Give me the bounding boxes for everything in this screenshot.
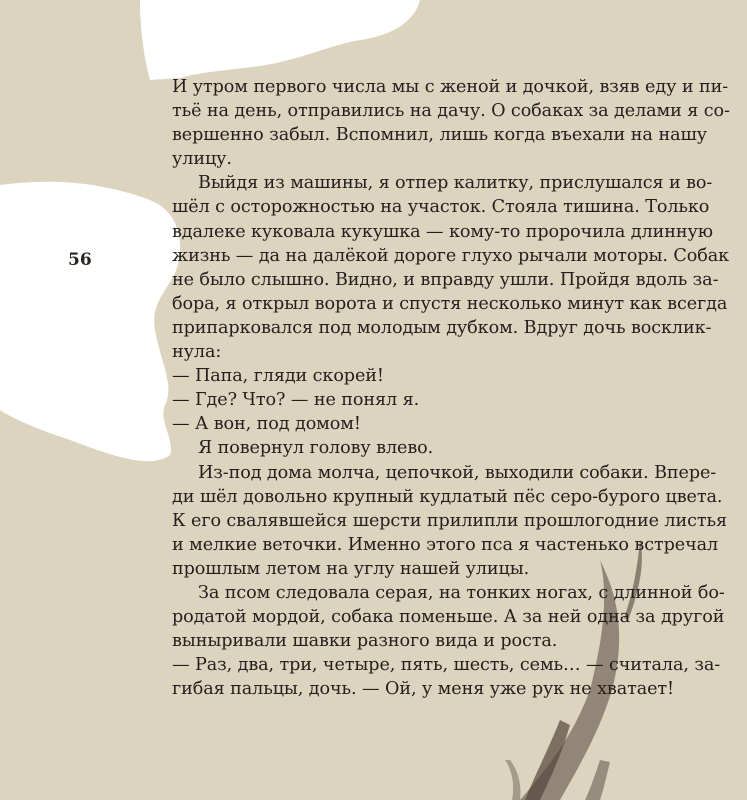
paper-white-top (140, 0, 420, 80)
text-line: — А вон, под домом! (172, 414, 361, 435)
text-line: К его свалявшейся шерсти прилипли прошлогодние листья (172, 510, 727, 531)
text-line: Я повернул голову влево. (198, 438, 434, 459)
text-line: За псом следовала серая, на тонких ногах, с длинной бо- (198, 582, 725, 603)
text-line: — Раз, два, три, четыре, пять, шесть, семь… — считала, за- (172, 655, 721, 676)
page-number: 56 (68, 250, 92, 270)
text-line: прошлым летом на углу нашей улицы. (172, 558, 530, 579)
paper-white-left (0, 182, 180, 461)
text-line: Выйдя из машины, я отпер калитку, прислушался и во- (198, 173, 713, 194)
text-line: — Где? Что? — не понял я. (172, 390, 420, 411)
text-line: нула: (172, 342, 222, 363)
body-text (172, 75, 730, 701)
text-line: припарковался под молодым дубком. Вдруг дочь восклик- (172, 317, 712, 338)
text-line: родатой мордой, собака поменьше. А за ней одна за другой (172, 607, 725, 628)
text-line: вершенно забыл. Вспомнил, лишь когда въехали на нашу (172, 125, 707, 146)
text-line: улицу. (172, 149, 232, 170)
text-line: гибая пальцы, дочь. — Ой, у меня уже рук не хватает! (172, 679, 675, 700)
text-line: не было слышно. Видно, и вправду ушли. Пройдя вдоль за- (172, 269, 719, 290)
text-line: жизнь — да на далёкой дороге глухо рычали моторы. Собак (172, 245, 730, 266)
text-line: Из-под дома молча, цепочкой, выходили собаки. Впере- (198, 462, 717, 483)
text-line: — Папа, гляди скорей! (172, 366, 384, 387)
text-line: ди шёл довольно крупный кудлатый пёс серо-бурого цвета. (172, 486, 723, 507)
text-line: тьё на день, отправились на дачу. О собаках за делами я со- (172, 101, 730, 122)
text-line: и мелкие веточки. Именно этого пса я частенько встречал (172, 534, 719, 555)
text-line: бора, я открыл ворота и спустя несколько минут как всегда (172, 293, 728, 314)
text-line: И утром первого числа мы с женой и дочкой, взяв еду и пи- (172, 77, 729, 97)
text-line: выныривали шавки разного вида и роста. (172, 631, 558, 652)
text-line: вдалеке куковала кукушка — кому-то пророчила длинную (172, 221, 713, 242)
text-line: шёл с осторожностью на участок. Стояла тишина. Только (172, 197, 710, 218)
